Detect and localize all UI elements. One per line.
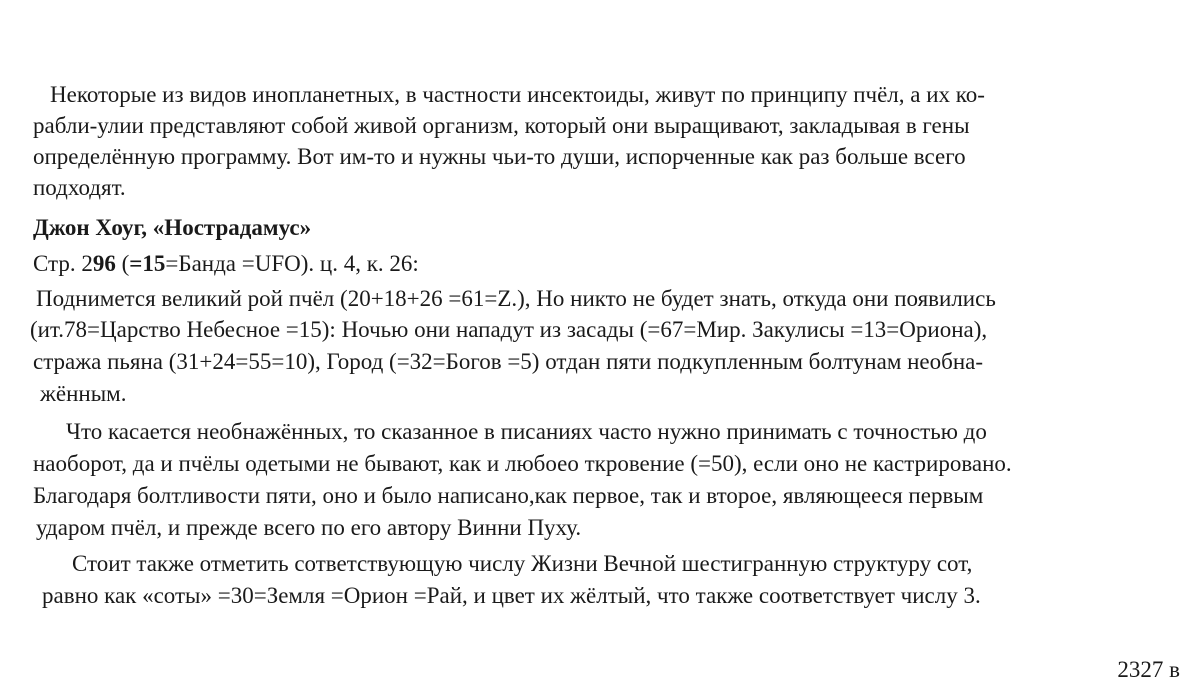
quatrain-line-1: Поднимется великий рой пчёл (20+18+26 =61=Z.), Но никто не будет знать, откуда они появились [36, 286, 996, 311]
quatrain-line-2: (ит.78=Царство Небесное =15): Ночью они нападут из засады (=67=Мир. Закулисы =13=Ориона), [30, 317, 988, 342]
paragraph-2-line-2: наоборот, да и пчёлы одетыми не бывают, как и любоео ткровение (=50), если оно не кастрировано. [33, 451, 1012, 476]
paragraph-3-line-2: равно как «соты» =30=Земля =Орион =Рай, и цвет их жёлтый, что также соответствует числу 3. [42, 583, 981, 608]
page-reference [33, 249, 419, 279]
page-number: 2327 в [1117, 657, 1180, 682]
paragraph-3-line-1: Стоит также отметить сответствующую числу Жизни Вечной шестигранную структуру сот, [72, 551, 973, 576]
source-heading: Джон Хоуг, «Нострадамус» [33, 215, 312, 240]
paragraph-1-line-2: рабли-улии представляют собой живой организм, который они выращивают, закладывая в гены [33, 113, 970, 138]
paragraph-2-line-3: Благодаря болтливости пяти, оно и было написано,как первое, так и второе, являющееся первым [33, 483, 984, 508]
reference-prefix: Стр. 2 [33, 251, 93, 276]
paragraph-1-line-3: определённую программу. Вот им-то и нужны чьи-то души, испорченные как раз больше всего [33, 144, 966, 169]
paragraph-2-line-1: Что касается необнажённых, то сказанное в писаниях часто нужно принимать с точностью до [66, 419, 987, 444]
quatrain-line-3: стража пьяна (31+24=55=10), Город (=32=Богов =5) отдан пяти подкупленным болтунам необна- [33, 349, 984, 374]
reference-rest: =Банда =UFO). ц. 4, к. 26: [165, 251, 419, 276]
reference-bold-equation: =15 [129, 251, 166, 276]
reference-open-paren: ( [115, 251, 130, 276]
paragraph-1-line-4: подходят. [33, 175, 126, 200]
quatrain-line-4: жённым. [40, 381, 127, 406]
paragraph-1-line-1: Некоторые из видов инопланетных, в частности инсектоиды, живут по принципу пчёл, а их ко- [50, 82, 985, 107]
reference-bold-number: 96 [92, 251, 116, 276]
paragraph-2-line-4: ударом пчёл, и прежде всего по его автору Винни Пуху. [36, 515, 582, 540]
